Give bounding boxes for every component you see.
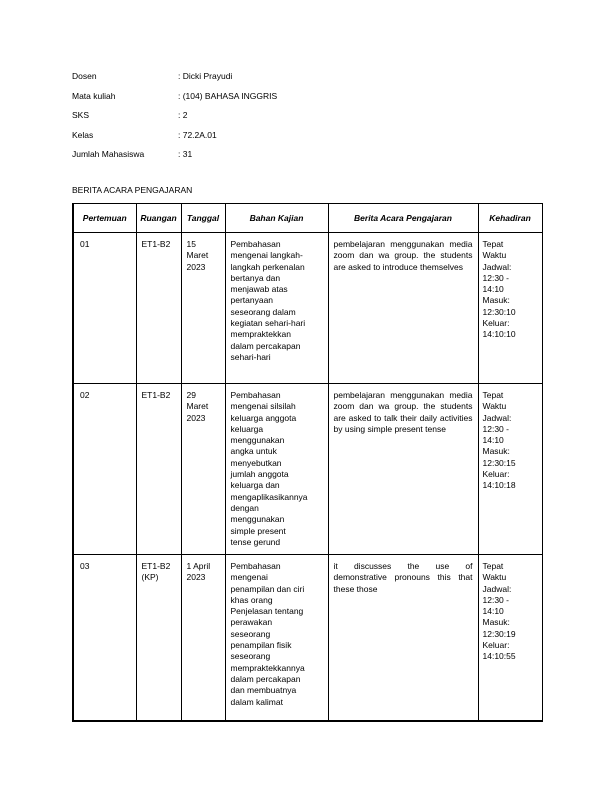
cell-bahan-kajian-line: mempraktekkannya <box>230 662 305 673</box>
cell-bahan-kajian-line: langkah perkenalan <box>230 261 305 272</box>
header-ruangan: Ruangan <box>136 204 181 233</box>
cell-kehadiran-line: Waktu <box>482 401 507 412</box>
header-bahan-kajian: Bahan Kajian <box>225 204 328 233</box>
cell-kehadiran-line: Tepat <box>482 561 504 571</box>
cell-bahan-kajian-line: angka untuk <box>230 446 277 457</box>
cell-berita-acara: pembelajaran menggunakan media zoom dan wa group. the students are asked to introduce themselves <box>328 233 478 384</box>
cell-bahan-kajian-line: mengenai silsilah <box>230 401 296 412</box>
cell-bahan-kajian-line: simple present <box>230 525 286 536</box>
cell-kehadiran-line: Keluar: <box>482 318 510 329</box>
cell-berita-acara: pembelajaran menggunakan media zoom dan wa group. the students are asked to talk their daily activities by using simple present tense <box>328 384 478 555</box>
cell-kehadiran-line: Waktu <box>482 572 507 583</box>
cell-tanggal-line: 15 <box>186 239 196 249</box>
info-value: : 2 <box>178 110 188 120</box>
cell-kehadiran-line: Keluar: <box>482 640 510 651</box>
info-row-jumlah-mahasiswa <box>72 149 277 169</box>
cell-bahan-kajian-line: mengenai <box>230 572 268 583</box>
cell-kehadiran <box>478 384 542 555</box>
cell-kehadiran-line: Masuk: <box>482 617 510 628</box>
cell-bahan-kajian-line: dengan <box>230 502 259 513</box>
cell-kehadiran-line: 14:10:18 <box>482 480 516 491</box>
cell-kehadiran-line: Tepat <box>482 239 504 249</box>
cell-bahan-kajian-line: keluarga dan <box>230 480 280 491</box>
cell-bahan-kajian-line: keluarga anggota <box>230 412 297 423</box>
cell-bahan-kajian-line: dalam kalimat <box>230 696 283 707</box>
table-row <box>73 555 542 722</box>
cell-kehadiran-line: Tepat <box>482 390 504 400</box>
cell-kehadiran-line: Waktu <box>482 250 507 261</box>
cell-tanggal-line: Maret <box>186 401 209 412</box>
cell-bahan-kajian-line: khas orang <box>230 594 273 605</box>
cell-bahan-kajian-line: menggunakan <box>230 435 285 446</box>
cell-ruangan: ET1-B2 (KP) <box>136 555 181 722</box>
cell-bahan-kajian-line: bertanya dan <box>230 272 281 283</box>
cell-bahan-kajian-line: seseorang <box>230 628 271 639</box>
cell-tanggal <box>181 233 225 384</box>
cell-pertemuan: 03 <box>73 555 136 722</box>
cell-kehadiran-line: Jadwal: <box>482 412 512 423</box>
info-label: SKS <box>72 110 90 120</box>
cell-kehadiran-line: 12:30 - <box>482 272 509 283</box>
header-pertemuan: Pertemuan <box>73 204 136 233</box>
info-value: : 72.2A.01 <box>178 129 217 140</box>
header-berita-acara: Berita Acara Pengajaran <box>328 204 478 233</box>
info-label: Dosen <box>72 71 97 81</box>
cell-bahan-kajian-line: mengenai langkah- <box>230 250 303 261</box>
table-header-row <box>73 204 542 233</box>
cell-kehadiran-line: 14:10:55 <box>482 651 516 662</box>
cell-kehadiran-line: Keluar: <box>482 469 510 480</box>
cell-bahan-kajian-line: kegiatan sehari-hari <box>230 318 306 329</box>
cell-kehadiran-line: 12:30:15 <box>482 457 516 468</box>
header-tanggal: Tanggal <box>181 204 225 233</box>
cell-kehadiran-line: Masuk: <box>482 446 510 457</box>
cell-bahan-kajian <box>225 555 328 722</box>
cell-kehadiran-line: 14:10:10 <box>482 329 516 340</box>
cell-kehadiran-line: 14:10 <box>482 606 504 617</box>
cell-kehadiran-line: 12:30:19 <box>482 628 516 639</box>
info-label: Kelas <box>72 129 94 140</box>
cell-bahan-kajian-line: dalam percakapan <box>230 340 301 351</box>
section-title: BERITA ACARA PENGAJARAN <box>72 185 193 195</box>
cell-tanggal-line: 1 April <box>186 561 211 571</box>
info-value: : (104) BAHASA INGGRIS <box>178 90 278 101</box>
table-row <box>73 384 542 555</box>
cell-bahan-kajian-line: penampilan fisik <box>230 640 292 651</box>
cell-kehadiran-line: 12:30:10 <box>482 306 516 317</box>
cell-bahan-kajian-line: menyebutkan <box>230 457 282 468</box>
cell-tanggal-line: 2023 <box>186 572 206 583</box>
cell-ruangan: ET1-B2 <box>136 233 181 384</box>
cell-bahan-kajian-line: dalam percakapan <box>230 673 301 684</box>
info-row-sks <box>72 110 277 130</box>
cell-bahan-kajian-line: Pembahasan <box>230 561 281 571</box>
cell-kehadiran <box>478 233 542 384</box>
cell-bahan-kajian-line: Pembahasan <box>230 239 281 249</box>
cell-bahan-kajian-line: seseorang <box>230 651 271 662</box>
cell-bahan-kajian-line: pertanyaan <box>230 295 274 306</box>
cell-bahan-kajian <box>225 384 328 555</box>
cell-bahan-kajian-line: mempraktekkan <box>230 329 291 340</box>
table-row <box>73 233 542 384</box>
info-value: : Dicki Prayudi <box>178 71 233 81</box>
cell-bahan-kajian-line: menggunakan <box>230 514 285 525</box>
cell-berita-acara: it discusses the use of demonstrative pronouns this that these those <box>328 555 478 722</box>
cell-kehadiran-line: 14:10 <box>482 435 504 446</box>
cell-kehadiran-line: Jadwal: <box>482 261 512 272</box>
cell-bahan-kajian-line: perawakan <box>230 617 273 628</box>
cell-bahan-kajian-line: penampilan dan ciri <box>230 583 305 594</box>
cell-tanggal-line: 2023 <box>186 261 206 272</box>
course-info <box>72 71 277 169</box>
cell-ruangan: ET1-B2 <box>136 384 181 555</box>
info-label: Jumlah Mahasiswa <box>72 149 145 159</box>
cell-bahan-kajian-line: tense gerund <box>230 536 281 547</box>
cell-tanggal-line: 29 <box>186 390 196 400</box>
cell-bahan-kajian-line: Pembahasan <box>230 390 281 400</box>
cell-tanggal-line: 2023 <box>186 412 206 423</box>
cell-kehadiran <box>478 555 542 722</box>
cell-tanggal-line: Maret <box>186 250 209 261</box>
cell-bahan-kajian-line: mengaplikasikannya <box>230 491 308 502</box>
cell-bahan-kajian-line: seseorang dalam <box>230 306 296 317</box>
info-row-dosen <box>72 71 277 91</box>
cell-kehadiran-line: 14:10 <box>482 284 504 295</box>
cell-kehadiran-line: Jadwal: <box>482 583 512 594</box>
cell-bahan-kajian-line: dan membuatnya <box>230 685 297 696</box>
info-row-mata-kuliah <box>72 91 277 111</box>
cell-kehadiran-line: 12:30 - <box>482 423 509 434</box>
cell-bahan-kajian-line: sehari-hari <box>230 351 271 362</box>
cell-pertemuan: 02 <box>73 384 136 555</box>
cell-bahan-kajian-line: keluarga <box>230 423 264 434</box>
cell-pertemuan: 01 <box>73 233 136 384</box>
cell-tanggal <box>181 555 225 722</box>
cell-bahan-kajian-line: menjawab atas <box>230 284 288 295</box>
teaching-log-table <box>72 203 543 722</box>
cell-kehadiran-line: 12:30 - <box>482 594 509 605</box>
info-row-kelas <box>72 130 277 150</box>
header-kehadiran: Kehadiran <box>478 204 542 233</box>
cell-bahan-kajian <box>225 233 328 384</box>
cell-bahan-kajian-line: Penjelasan tentang <box>230 606 304 617</box>
info-label: Mata kuliah <box>72 90 116 101</box>
cell-tanggal <box>181 384 225 555</box>
info-value: : 31 <box>178 149 193 159</box>
cell-kehadiran-line: Masuk: <box>482 295 510 306</box>
cell-bahan-kajian-line: jumlah anggota <box>230 469 289 480</box>
